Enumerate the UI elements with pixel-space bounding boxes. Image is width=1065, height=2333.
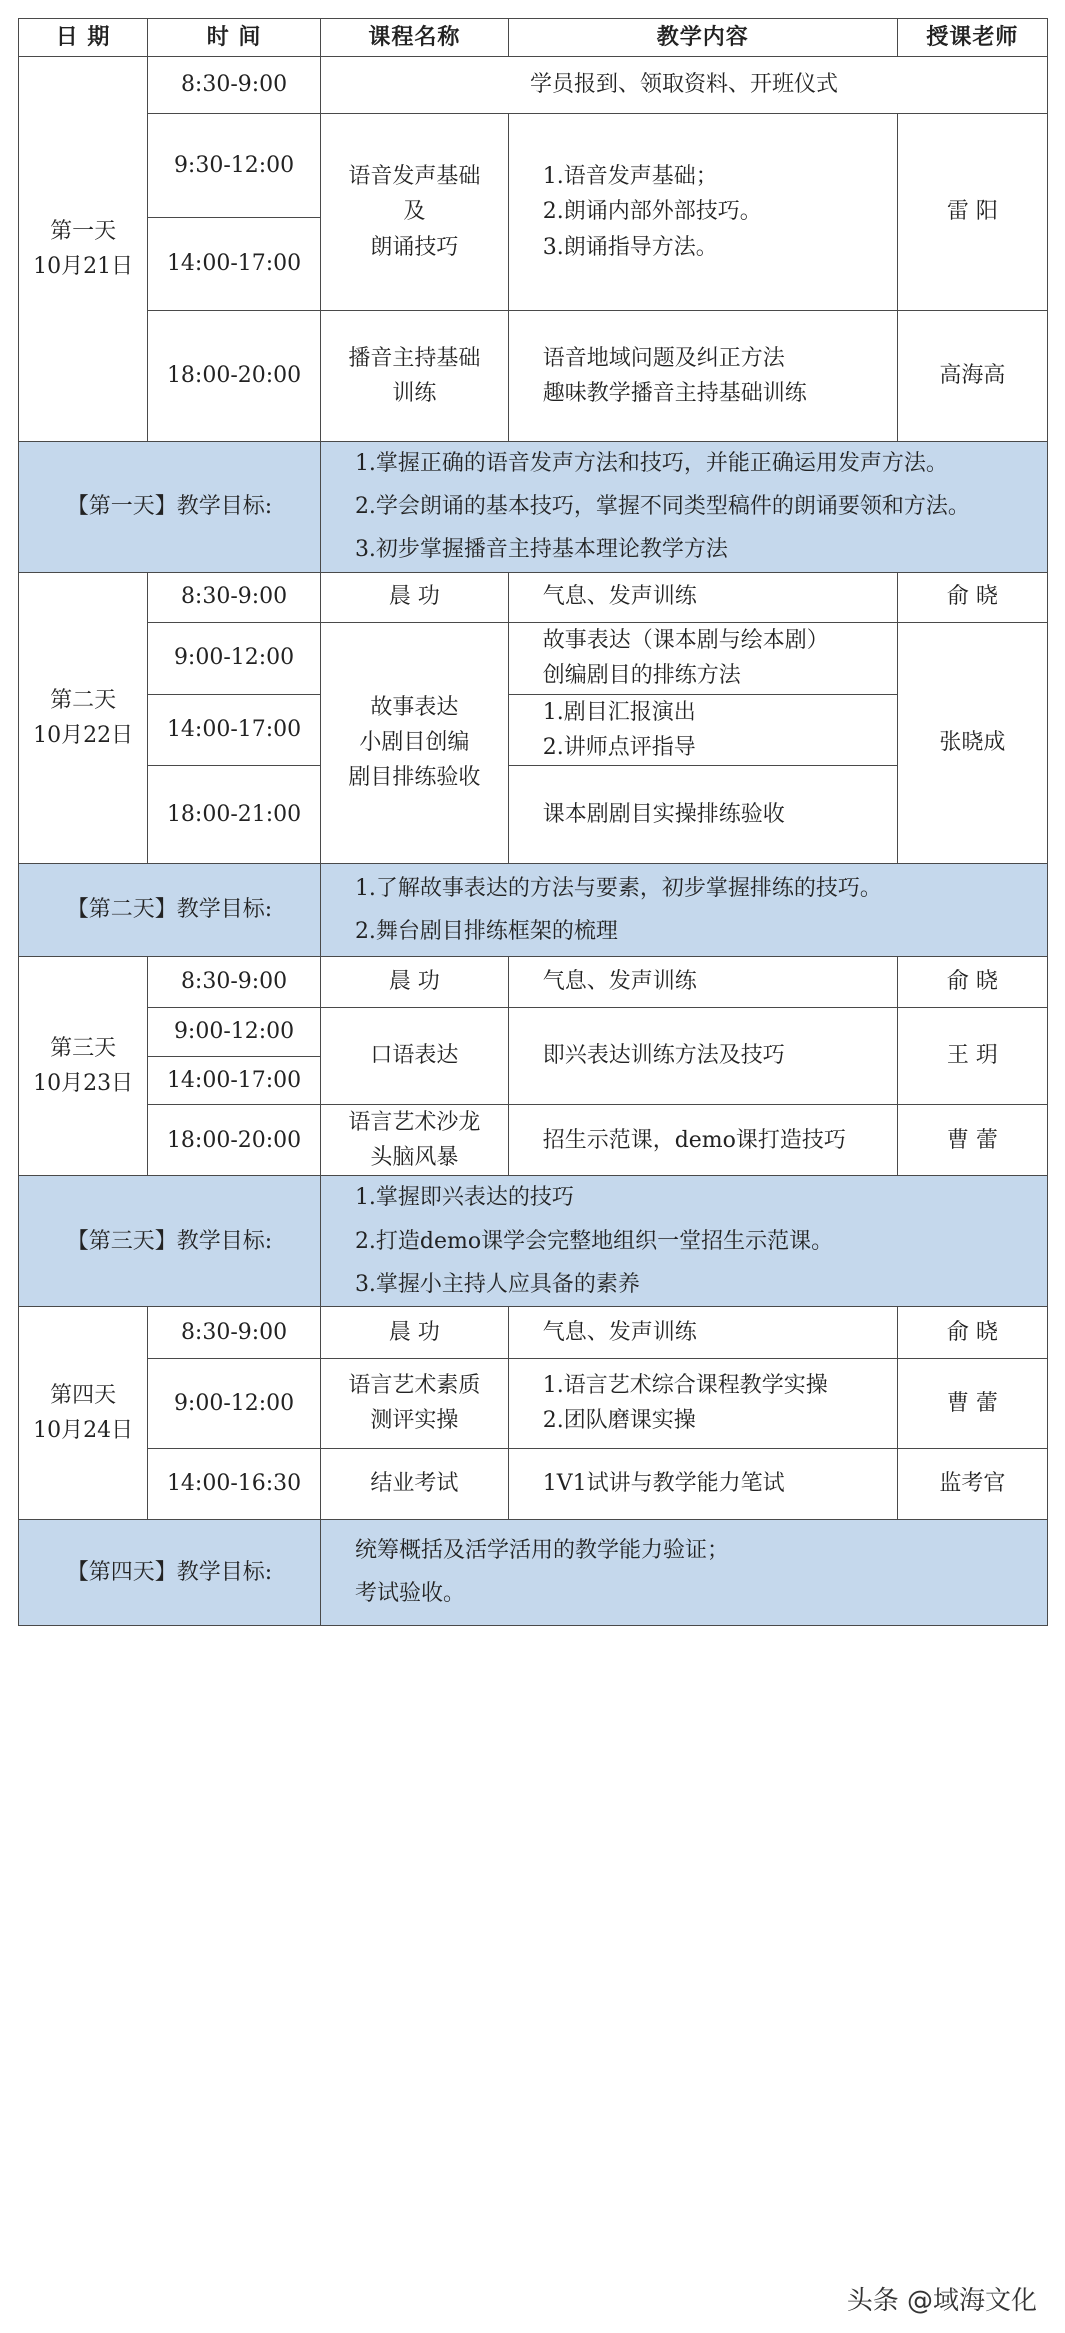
day3-time-2: 9:00-12:00 [148, 1007, 321, 1056]
day1-content-2: 1.语音发声基础； 2.朗诵内部外部技巧。 3.朗诵指导方法。 [508, 114, 897, 311]
watermark: 头条 @域海文化 [841, 2278, 1043, 2319]
day2-content-1: 气息、发声训练 [508, 572, 897, 622]
day1-course-4: 播音主持基础 训练 [320, 311, 508, 442]
day1-time-1: 8:30-9:00 [148, 57, 321, 114]
day1-time-3: 14:00-17:00 [148, 218, 321, 311]
day2-teacher-2: 张晓成 [897, 622, 1047, 863]
schedule-table [18, 18, 1048, 1626]
day4-teacher-2: 曹 蕾 [897, 1358, 1047, 1448]
day2-goal-label: 【第二天】教学目标: [19, 863, 321, 956]
day4-teacher-1: 俞 晓 [897, 1306, 1047, 1358]
day4-course-2: 语言艺术素质 测评实操 [320, 1358, 508, 1448]
day2-course-2: 故事表达 小剧目创编 剧目排练验收 [320, 622, 508, 863]
day4-time-3: 14:00-16:30 [148, 1448, 321, 1519]
day2-time-3: 14:00-17:00 [148, 694, 321, 765]
day1-time-4: 18:00-20:00 [148, 311, 321, 442]
day3-time-4: 18:00-20:00 [148, 1104, 321, 1175]
day3-goal-label: 【第三天】教学目标: [19, 1176, 321, 1307]
day2-goal-row [19, 863, 1048, 956]
day4-course-3: 结业考试 [320, 1448, 508, 1519]
table-row [19, 694, 1048, 765]
day4-goal-label: 【第四天】教学目标: [19, 1519, 321, 1625]
day2-content-2: 故事表达（课本剧与绘本剧） 创编剧目的排练方法 [508, 622, 897, 694]
day3-teacher-1: 俞 晓 [897, 956, 1047, 1007]
table-row [19, 765, 1048, 863]
day2-content-3: 1.剧目汇报演出 2.讲师点评指导 [508, 694, 897, 765]
day1-teacher-4: 高海高 [897, 311, 1047, 442]
day2-time-4: 18:00-21:00 [148, 765, 321, 863]
header-time: 时 间 [148, 19, 321, 57]
day3-goal-row [19, 1176, 1048, 1307]
day4-date: 第四天 10月24日 [19, 1306, 148, 1519]
day2-goal-list: 1.了解故事表达的方法与要素，初步掌握排练的技巧。 2.舞台剧目排练框架的梳理 [320, 863, 1047, 956]
day3-content-1: 气息、发声训练 [508, 956, 897, 1007]
table-row [19, 572, 1048, 622]
day3-time-1: 8:30-9:00 [148, 956, 321, 1007]
table-row [19, 114, 1048, 218]
day4-content-2: 1.语言艺术综合课程教学实操 2.团队磨课实操 [508, 1358, 897, 1448]
day3-goal-list: 1.掌握即兴表达的技巧 2.打造demo课学会完整地组织一堂招生示范课。 3.掌握小主持人应具备的素养 [320, 1176, 1047, 1307]
day3-course-1: 晨 功 [320, 956, 508, 1007]
day1-goal-row [19, 442, 1048, 573]
day1-goal-list: 1.掌握正确的语音发声方法和技巧，并能正确运用发声方法。 2.学会朗诵的基本技巧，掌握不同类型稿件的朗诵要领和方法。 3.初步掌握播音主持基本理论教学方法 [320, 442, 1047, 573]
day3-time-3: 14:00-17:00 [148, 1056, 321, 1104]
day1-opening: 学员报到、领取资料、开班仪式 [320, 57, 1047, 114]
day4-time-1: 8:30-9:00 [148, 1306, 321, 1358]
day3-content-4: 招生示范课，demo课打造技巧 [508, 1104, 897, 1175]
header-content: 教学内容 [508, 19, 897, 57]
day1-goal-label: 【第一天】教学目标: [19, 442, 321, 573]
day4-content-1: 气息、发声训练 [508, 1306, 897, 1358]
day4-goal-list: 统筹概括及活学活用的教学能力验证； 考试验收。 [320, 1519, 1047, 1625]
day4-teacher-3: 监考官 [897, 1448, 1047, 1519]
table-row [19, 1104, 1048, 1175]
table-row [19, 1448, 1048, 1519]
day2-time-1: 8:30-9:00 [148, 572, 321, 622]
day1-time-2: 9:30-12:00 [148, 114, 321, 218]
day2-course-1: 晨 功 [320, 572, 508, 622]
table-row [19, 57, 1048, 114]
table-row [19, 1358, 1048, 1448]
day3-teacher-2: 王 玥 [897, 1007, 1047, 1104]
header-course: 课程名称 [320, 19, 508, 57]
table-row [19, 1007, 1048, 1056]
day3-course-4: 语言艺术沙龙 头脑风暴 [320, 1104, 508, 1175]
day2-time-2: 9:00-12:00 [148, 622, 321, 694]
header-teacher: 授课老师 [897, 19, 1047, 57]
day3-content-2: 即兴表达训练方法及技巧 [508, 1007, 897, 1104]
day1-course-2: 语音发声基础 及 朗诵技巧 [320, 114, 508, 311]
day4-content-3: 1V1试讲与教学能力笔试 [508, 1448, 897, 1519]
table-row [19, 956, 1048, 1007]
table-row [19, 1306, 1048, 1358]
day1-content-4: 语音地域问题及纠正方法 趣味教学播音主持基础训练 [508, 311, 897, 442]
header-date: 日 期 [19, 19, 148, 57]
day2-date: 第二天 10月22日 [19, 572, 148, 863]
day1-date: 第一天 10月21日 [19, 57, 148, 442]
day3-teacher-4: 曹 蕾 [897, 1104, 1047, 1175]
table-row [19, 622, 1048, 694]
day3-date: 第三天 10月23日 [19, 956, 148, 1175]
day2-content-4: 课本剧剧目实操排练验收 [508, 765, 897, 863]
day1-teacher-2: 雷 阳 [897, 114, 1047, 311]
day4-course-1: 晨 功 [320, 1306, 508, 1358]
day4-goal-row [19, 1519, 1048, 1625]
day2-teacher-1: 俞 晓 [897, 572, 1047, 622]
day4-time-2: 9:00-12:00 [148, 1358, 321, 1448]
header-row [19, 19, 1048, 57]
day3-course-2: 口语表达 [320, 1007, 508, 1104]
table-row [19, 311, 1048, 442]
